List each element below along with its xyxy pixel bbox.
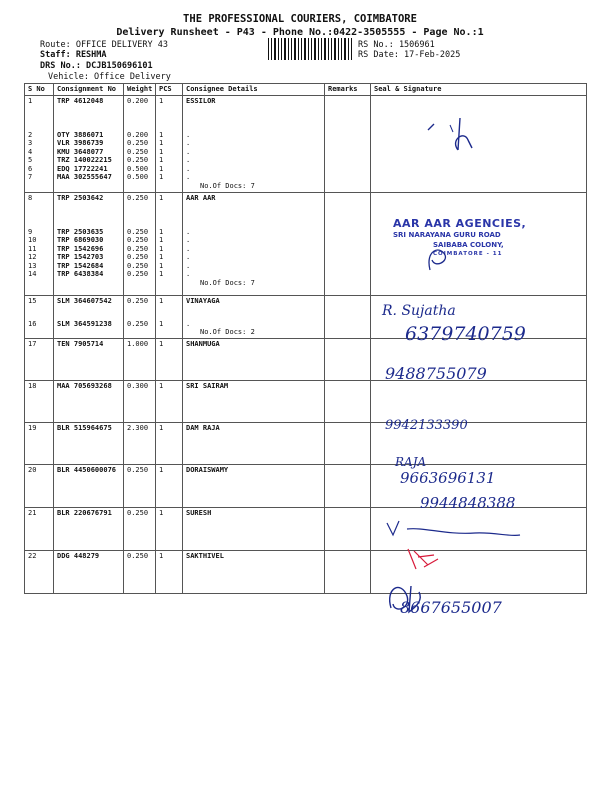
barcode-bar [351, 38, 352, 60]
remarks-cell [325, 296, 371, 339]
barcode [268, 38, 352, 60]
shanmuga-receiver-phone: 9488755079 [385, 364, 487, 383]
barcode-bar [294, 38, 296, 60]
barcode-bar [308, 38, 309, 60]
table-row [25, 96, 587, 193]
barcode-bar [328, 38, 329, 60]
remarks-cell [325, 507, 371, 550]
weight-cell: 0.250 [124, 464, 156, 507]
barcode-bar [284, 38, 286, 60]
barcode-bar [298, 38, 299, 60]
consignee-cell: ESSILOR . . . . . . No.Of Docs: 7 [183, 96, 325, 193]
barcode-bar [334, 38, 336, 60]
consignee-cell: SURESH [183, 507, 325, 550]
table-header-row [25, 84, 587, 96]
consignee-cell: DORAISWAMY [183, 464, 325, 507]
sairam-receiver-phone: 9942133390 [385, 418, 468, 433]
remarks-cell [325, 193, 371, 296]
barcode-bar [314, 38, 316, 60]
weight-cell: 0.250 0.250 0.250 0.250 0.250 0.250 0.250 [124, 193, 156, 296]
pcs-cell: 1 [156, 338, 183, 380]
col-signature-header: Seal & Signature [371, 84, 587, 96]
sno-cell: 8 9 10 11 12 13 14 [25, 193, 54, 296]
weight-cell: 0.250 0.250 [124, 296, 156, 339]
pcs-cell: 1 [156, 380, 183, 422]
remarks-cell [325, 550, 371, 593]
barcode-bar [268, 38, 269, 60]
damraja-receiver-phone: 9663696131 [400, 469, 496, 487]
sno-cell: 1 2 3 4 5 6 7 [25, 96, 54, 193]
consignment-cell: SLM 364607542 SLM 364591238 [54, 296, 124, 339]
consignment-cell: DDG 448279 [54, 550, 124, 593]
weight-cell: 0.300 [124, 380, 156, 422]
consignment-cell: TRP 4612048 OTY 3886071 VLR 3986739 KMU 3648077 TRZ 140022215 EDQ 17722241 MAA 302555647 [54, 96, 124, 193]
col-weight-header: Weight [124, 84, 156, 96]
signature-cell[interactable] [371, 507, 587, 550]
table-row [25, 380, 587, 422]
drs-number: DRS No.: DCJB150696101 [40, 61, 153, 71]
col-sno-header: S No [25, 84, 54, 96]
table-row [25, 507, 587, 550]
doraiswamy-receiver-phone: 9944848388 [420, 494, 516, 512]
weight-cell: 1.000 [124, 338, 156, 380]
company-stamp: AAR AAR AGENCIES, SRI NARAYANA GURU ROAD SAIBABA COLONY, COIMBATORE - 11 [393, 217, 527, 257]
barcode-bar [348, 38, 349, 60]
docs-count: No.Of Docs: 7 [200, 278, 255, 287]
barcode-bar [311, 38, 312, 60]
barcode-bar [318, 38, 319, 60]
consignment-cell: MAA 705693268 [54, 380, 124, 422]
consignee-cell: SRI SAIRAM [183, 380, 325, 422]
consignment-cell: TRP 2503642 TRP 2503635 TRP 6869030 TRP 1542696 TRP 1542703 TRP 1542684 TRP 6438384 [54, 193, 124, 296]
consignment-cell: BLR 515964675 [54, 422, 124, 464]
barcode-bar [274, 38, 276, 60]
weight-cell: 0.250 [124, 550, 156, 593]
rs-date: RS Date: 17-Feb-2025 [358, 50, 461, 60]
barcode-bar [344, 38, 346, 60]
pcs-cell: 1 1 1 1 1 1 1 [156, 96, 183, 193]
company-title: THE PROFESSIONAL COURIERS, COIMBATORE [183, 13, 417, 25]
sno-cell: 19 [25, 422, 54, 464]
barcode-bar [321, 38, 322, 60]
pcs-cell: 1 [156, 422, 183, 464]
weight-cell: 2.300 [124, 422, 156, 464]
remarks-cell [325, 380, 371, 422]
barcode-bar [331, 38, 332, 60]
consignee-cell: VINAYAGA . No.Of Docs: 2 [183, 296, 325, 339]
pcs-cell: 1 [156, 464, 183, 507]
pcs-cell: 1 [156, 507, 183, 550]
consignee-cell: SAKTHIVEL [183, 550, 325, 593]
sakthivel-receiver-phone: 8667655007 [400, 598, 502, 617]
col-consignment-header: Consignment No [54, 84, 124, 96]
vehicle-label: Vehicle: Office Delivery [48, 72, 171, 82]
barcode-bar [304, 38, 306, 60]
consignee-cell: SHANMUGA [183, 338, 325, 380]
weight-cell: 0.250 [124, 507, 156, 550]
rs-number: RS No.: 1506961 [358, 40, 435, 50]
sno-cell: 18 [25, 380, 54, 422]
consignment-cell: BLR 220676791 [54, 507, 124, 550]
barcode-bar [291, 38, 292, 60]
signature-cell[interactable] [371, 380, 587, 422]
col-remarks-header: Remarks [325, 84, 371, 96]
signature-cell[interactable] [371, 550, 587, 593]
consignment-cell: TEN 7905714 [54, 338, 124, 380]
barcode-bar [271, 38, 272, 60]
barcode-bar [301, 38, 302, 60]
barcode-bar [281, 38, 282, 60]
col-pcs-header: PCS [156, 84, 183, 96]
pcs-cell: 1 1 [156, 296, 183, 339]
barcode-bar [338, 38, 339, 60]
barcode-bar [341, 38, 342, 60]
weight-cell: 0.200 0.200 0.250 0.250 0.250 0.500 0.500 [124, 96, 156, 193]
sno-cell: 21 [25, 507, 54, 550]
remarks-cell [325, 422, 371, 464]
sno-cell: 15 16 [25, 296, 54, 339]
docs-count: No.Of Docs: 2 [200, 328, 255, 336]
sno-cell: 20 [25, 464, 54, 507]
damraja-receiver-name: RAJA [395, 455, 427, 469]
signature-cell[interactable] [371, 96, 587, 193]
runsheet-subtitle: Delivery Runsheet - P43 - Phone No.:0422-3505555 - Page No.:1 [116, 27, 484, 38]
remarks-cell [325, 464, 371, 507]
consignment-cell: BLR 4450600076 [54, 464, 124, 507]
barcode-bar [278, 38, 279, 60]
docs-count: No.Of Docs: 7 [200, 181, 255, 190]
vinayaga-receiver-phone: 6379740759 [405, 323, 526, 345]
vinayaga-receiver-name: R. Sujatha [382, 303, 456, 319]
remarks-cell [325, 338, 371, 380]
consignee-cell: DAM RAJA [183, 422, 325, 464]
table-row [25, 422, 587, 464]
pcs-cell: 1 [156, 550, 183, 593]
pcs-cell: 1 1 1 1 1 1 1 [156, 193, 183, 296]
staff-label: Staff: RESHMA [40, 50, 107, 60]
route-label: Route: OFFICE DELIVERY 43 [40, 40, 168, 50]
barcode-bar [324, 38, 326, 60]
table-row [25, 550, 587, 593]
col-consignee-header: Consignee Details [183, 84, 325, 96]
sno-cell: 17 [25, 338, 54, 380]
barcode-bar [288, 38, 289, 60]
remarks-cell [325, 96, 371, 193]
sno-cell: 22 [25, 550, 54, 593]
consignee-cell: AAR AAR . . . . . . No.Of Docs: 7 [183, 193, 325, 296]
